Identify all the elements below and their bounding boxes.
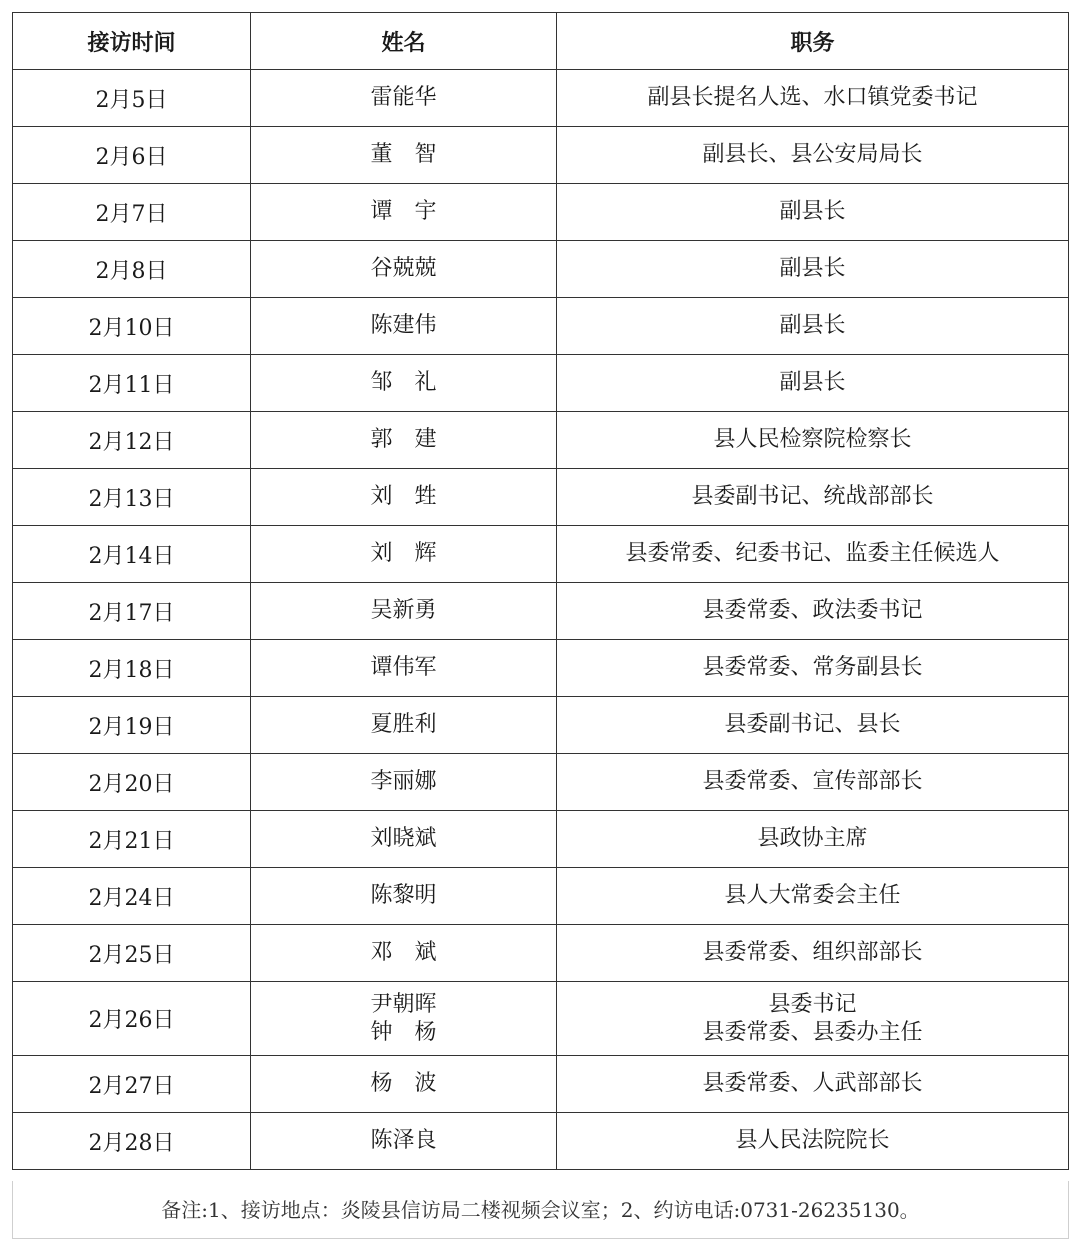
table-row bbox=[13, 127, 1069, 184]
cell-name bbox=[251, 469, 557, 526]
name-line: 邹 礼 bbox=[370, 370, 437, 395]
cell-name bbox=[251, 754, 557, 811]
cell-name bbox=[251, 70, 557, 127]
cell-role bbox=[557, 640, 1069, 697]
cell-role bbox=[557, 583, 1069, 640]
cell-role bbox=[557, 184, 1069, 241]
cell-date: 2月12日 bbox=[13, 412, 251, 469]
name-line: 刘 甡 bbox=[370, 484, 437, 509]
name-line: 谭伟军 bbox=[370, 655, 437, 680]
role-line: 县委常委、县委办主任 bbox=[702, 1019, 923, 1045]
cell-role bbox=[557, 925, 1069, 982]
cell-role bbox=[557, 298, 1069, 355]
role-line: 县人民检察院检察长 bbox=[713, 427, 912, 452]
cell-name bbox=[251, 640, 557, 697]
cell-role bbox=[557, 1056, 1069, 1113]
cell-date: 2月14日 bbox=[13, 526, 251, 583]
role-line: 县人民法院院长 bbox=[735, 1128, 890, 1153]
name-line: 董 智 bbox=[370, 142, 437, 167]
cell-role bbox=[557, 355, 1069, 412]
cell-name bbox=[251, 127, 557, 184]
role-line: 副县长 bbox=[779, 199, 846, 224]
name-line: 钟 杨 bbox=[370, 1019, 437, 1045]
cell-date: 2月6日 bbox=[13, 127, 251, 184]
cell-date: 2月17日 bbox=[13, 583, 251, 640]
table-row bbox=[13, 982, 1069, 1056]
cell-date: 2月11日 bbox=[13, 355, 251, 412]
header-name: 姓名 bbox=[251, 13, 557, 70]
cell-name bbox=[251, 526, 557, 583]
name-line: 陈建伟 bbox=[370, 313, 437, 338]
cell-date: 2月27日 bbox=[13, 1056, 251, 1113]
role-line: 县委常委、常务副县长 bbox=[702, 655, 923, 680]
cell-role bbox=[557, 70, 1069, 127]
cell-name bbox=[251, 697, 557, 754]
cell-role bbox=[557, 811, 1069, 868]
name-line: 郭 建 bbox=[370, 427, 437, 452]
name-line: 杨 波 bbox=[370, 1071, 437, 1096]
cell-name bbox=[251, 184, 557, 241]
name-line: 陈泽良 bbox=[370, 1128, 437, 1153]
table-row bbox=[13, 241, 1069, 298]
name-line: 刘晓斌 bbox=[370, 826, 437, 851]
cell-date: 2月5日 bbox=[13, 70, 251, 127]
role-line: 副县长、县公安局局长 bbox=[702, 142, 923, 167]
visit-schedule-table bbox=[12, 12, 1069, 1170]
name-line: 吴新勇 bbox=[370, 598, 437, 623]
table-row bbox=[13, 1056, 1069, 1113]
table-row bbox=[13, 412, 1069, 469]
table-row bbox=[13, 640, 1069, 697]
name-line: 雷能华 bbox=[370, 85, 437, 110]
name-line: 尹朝晖 bbox=[370, 991, 437, 1017]
cell-date: 2月28日 bbox=[13, 1113, 251, 1170]
table-header-row bbox=[13, 13, 1069, 70]
header-role: 职务 bbox=[557, 13, 1069, 70]
table-row bbox=[13, 754, 1069, 811]
role-line: 县委书记 bbox=[768, 991, 857, 1017]
cell-name bbox=[251, 811, 557, 868]
cell-role bbox=[557, 469, 1069, 526]
cell-name bbox=[251, 1113, 557, 1170]
footer-note: 备注:1、接访地点：炎陵县信访局二楼视频会议室；2、约访电话:0731-26235130。 bbox=[12, 1181, 1069, 1239]
cell-date: 2月19日 bbox=[13, 697, 251, 754]
role-line: 副县长 bbox=[779, 370, 846, 395]
name-line: 陈黎明 bbox=[370, 883, 437, 908]
role-line: 县委常委、政法委书记 bbox=[702, 598, 923, 623]
name-line: 邓 斌 bbox=[370, 940, 437, 965]
table-row bbox=[13, 583, 1069, 640]
cell-role bbox=[557, 241, 1069, 298]
cell-role bbox=[557, 526, 1069, 583]
cell-name bbox=[251, 868, 557, 925]
cell-name bbox=[251, 241, 557, 298]
role-line: 县政协主席 bbox=[757, 826, 868, 851]
role-line: 副县长 bbox=[779, 313, 846, 338]
cell-role bbox=[557, 982, 1069, 1056]
table-row bbox=[13, 526, 1069, 583]
cell-name bbox=[251, 925, 557, 982]
name-line: 李丽娜 bbox=[370, 769, 437, 794]
role-line: 副县长提名人选、水口镇党委书记 bbox=[647, 85, 978, 110]
cell-role bbox=[557, 412, 1069, 469]
cell-date: 2月10日 bbox=[13, 298, 251, 355]
cell-date: 2月21日 bbox=[13, 811, 251, 868]
cell-date: 2月13日 bbox=[13, 469, 251, 526]
cell-date: 2月18日 bbox=[13, 640, 251, 697]
cell-name bbox=[251, 355, 557, 412]
cell-date: 2月7日 bbox=[13, 184, 251, 241]
role-line: 县人大常委会主任 bbox=[724, 883, 901, 908]
cell-date: 2月24日 bbox=[13, 868, 251, 925]
header-date: 接访时间 bbox=[13, 13, 251, 70]
cell-name bbox=[251, 298, 557, 355]
role-line: 县委常委、人武部部长 bbox=[702, 1071, 923, 1096]
cell-date: 2月20日 bbox=[13, 754, 251, 811]
cell-name bbox=[251, 583, 557, 640]
cell-name bbox=[251, 1056, 557, 1113]
table-row bbox=[13, 697, 1069, 754]
table-row bbox=[13, 868, 1069, 925]
role-line: 副县长 bbox=[779, 256, 846, 281]
table-row bbox=[13, 469, 1069, 526]
table-row bbox=[13, 298, 1069, 355]
role-line: 县委常委、纪委书记、监委主任候选人 bbox=[625, 541, 1000, 566]
cell-role bbox=[557, 697, 1069, 754]
cell-role bbox=[557, 127, 1069, 184]
name-line: 刘 辉 bbox=[370, 541, 437, 566]
role-line: 县委副书记、统战部部长 bbox=[691, 484, 934, 509]
cell-role bbox=[557, 1113, 1069, 1170]
table-row bbox=[13, 811, 1069, 868]
table-row bbox=[13, 925, 1069, 982]
cell-name bbox=[251, 982, 557, 1056]
table-row bbox=[13, 184, 1069, 241]
name-line: 谷兢兢 bbox=[370, 256, 437, 281]
role-line: 县委常委、组织部部长 bbox=[702, 940, 923, 965]
cell-date: 2月8日 bbox=[13, 241, 251, 298]
table-body bbox=[13, 70, 1069, 1170]
cell-role bbox=[557, 868, 1069, 925]
cell-date: 2月26日 bbox=[13, 982, 251, 1056]
cell-date: 2月25日 bbox=[13, 925, 251, 982]
table-row bbox=[13, 70, 1069, 127]
cell-role bbox=[557, 754, 1069, 811]
role-line: 县委常委、宣传部部长 bbox=[702, 769, 923, 794]
cell-name bbox=[251, 412, 557, 469]
name-line: 夏胜利 bbox=[370, 712, 437, 737]
role-line: 县委副书记、县长 bbox=[724, 712, 901, 737]
table-row bbox=[13, 1113, 1069, 1170]
table-row bbox=[13, 355, 1069, 412]
name-line: 谭 宇 bbox=[370, 199, 437, 224]
